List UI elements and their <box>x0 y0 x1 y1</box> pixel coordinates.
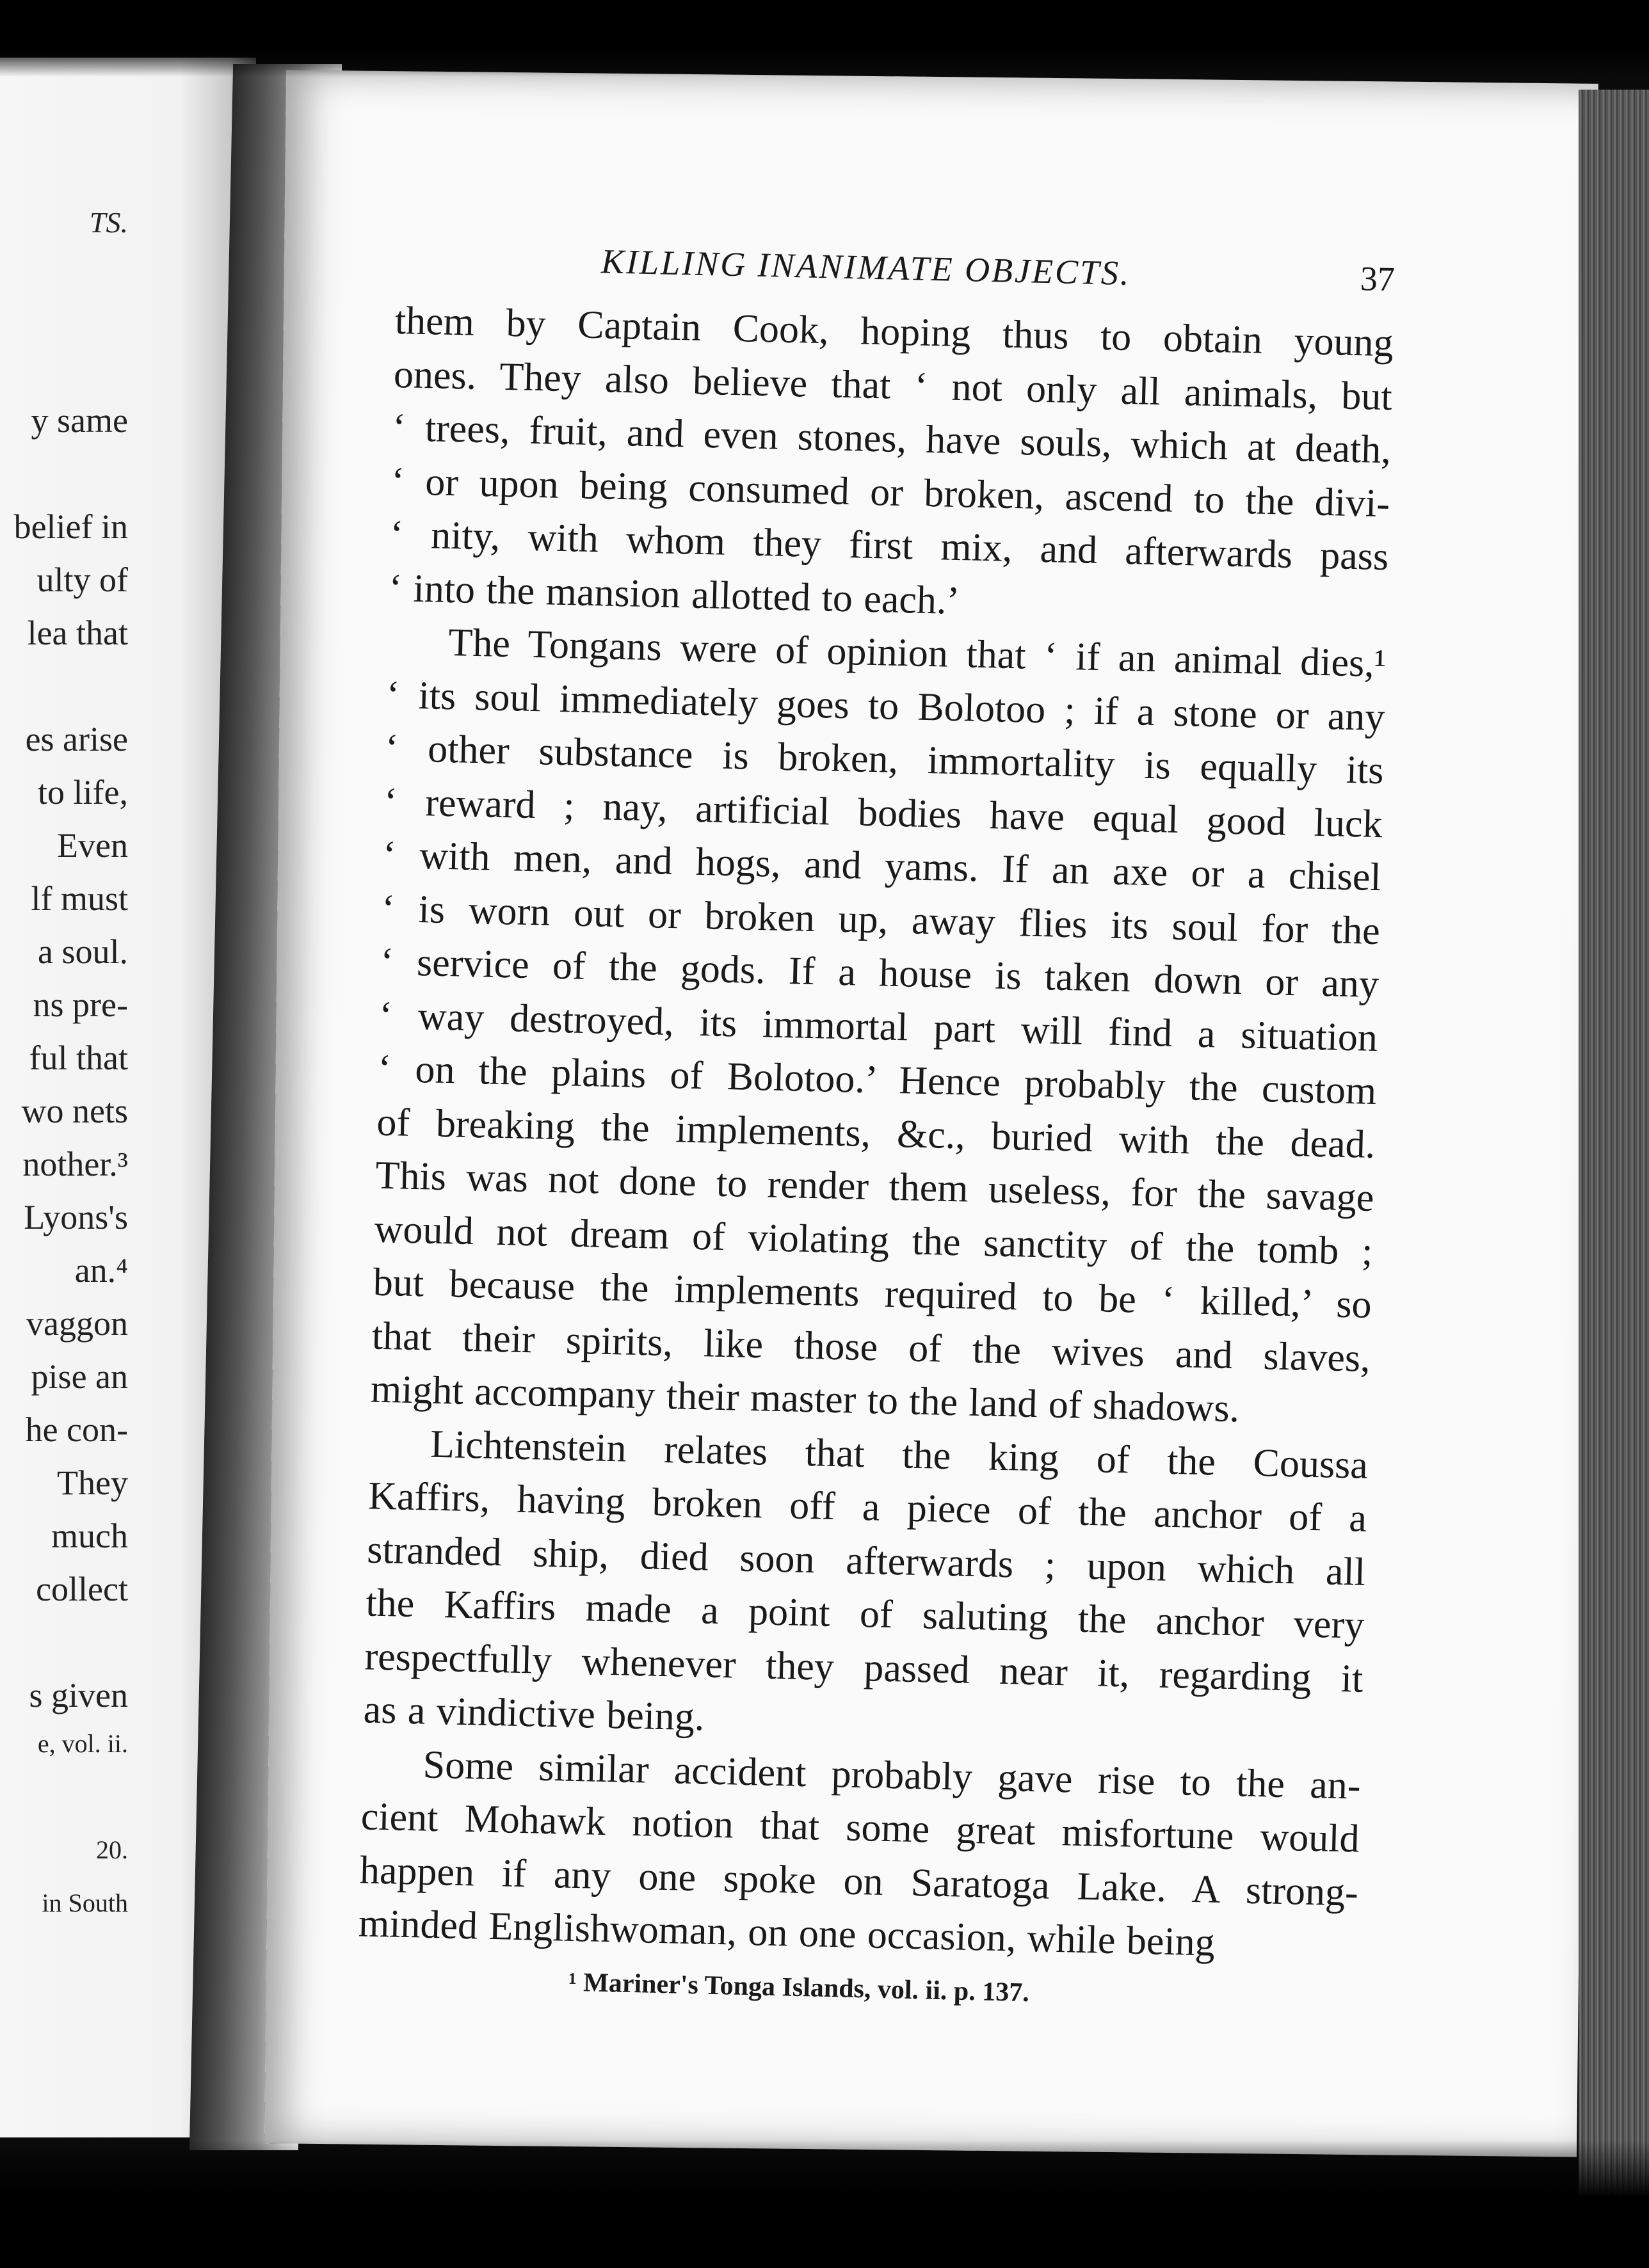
body-text <box>358 294 1394 1973</box>
left-page-running-head: TS. <box>89 206 128 239</box>
left-page-line: es arise <box>25 720 128 758</box>
body-line: them by Captain Cook, hoping thus to obtain young <box>394 298 1394 365</box>
body-line: would not dream of violating the sanctity of the tomb ; <box>374 1207 1374 1274</box>
body-line: ones. They also believe that ‘ not only all animals, but <box>393 352 1393 419</box>
left-page-line: collect <box>36 1570 128 1608</box>
body-line: ‘ service of the gods. If a house is taken down or any <box>380 939 1380 1007</box>
body-line: ‘ nity, with whom they first mix, and afterwards pass <box>389 512 1389 579</box>
body-line: stranded ship, died soon afterwards ; upon which all <box>366 1527 1366 1594</box>
scan-top-border <box>0 0 1649 77</box>
body-line: as a vindictive being. <box>363 1688 705 1739</box>
body-line: that their spirits, like those of the wives and slaves, <box>371 1314 1371 1380</box>
left-page-line: ulty of <box>36 561 128 599</box>
footnote: ¹ Mariner's Tonga Islands, vol. ii. p. 137. <box>568 1967 1030 2008</box>
body-line: ‘ reward ; nay, artificial bodies have equal good luck <box>383 779 1383 846</box>
left-page-line: Lyons's <box>24 1198 128 1236</box>
left-page-line: 20. <box>96 1835 128 1864</box>
left-page-line: e, vol. ii. <box>37 1729 128 1758</box>
left-page-line: ful that <box>29 1039 128 1077</box>
body-line: ‘ trees, fruit, and even stones, have souls, which at death, <box>392 405 1392 472</box>
running-title: KILLING INANIMATE OBJECTS. <box>600 242 1132 293</box>
body-line: minded Englishwoman, on one occasion, while being <box>358 1901 1216 1965</box>
body-line: of breaking the implements, &c., buried with the dead. <box>376 1100 1376 1167</box>
body-line: ‘ into the mansion allotted to each.’ <box>388 566 960 623</box>
left-page-line: ns pre- <box>33 986 128 1024</box>
left-page-line: y same <box>31 401 128 440</box>
left-page-line: belief in <box>13 507 128 546</box>
body-line: Lichtenstein relates that the king of the Coussa <box>430 1422 1369 1487</box>
body-line: ‘ way destroyed, its immortal part will find a situation <box>378 993 1378 1060</box>
body-line: respectfully whenever they passed near it, regarding it <box>364 1634 1364 1701</box>
left-page-line: Even <box>57 826 128 865</box>
body-line: might accompany their master to the land of shadows. <box>370 1367 1240 1431</box>
body-line: ‘ its soul immediately goes to Bolotoo ; if a stone or any <box>385 673 1386 739</box>
body-line: ‘ other substance is broken, immortality is equally its <box>385 726 1385 793</box>
left-page-line: an.⁴ <box>74 1251 128 1290</box>
left-page-line: They <box>57 1464 128 1502</box>
left-page-line: in South <box>42 1889 128 1917</box>
body-line: cient Mohawk notion that some great misfortune would <box>360 1794 1360 1861</box>
scan-bottom-border <box>0 2140 1649 2268</box>
left-page-line: wo nets <box>21 1092 128 1130</box>
page-edge <box>1579 90 1649 2240</box>
body-line: happen if any one spoke on Saratoga Lake. A strong- <box>359 1848 1359 1915</box>
body-line: Kaffirs, having broken off a piece of the anchor of a <box>367 1474 1367 1540</box>
body-line: ‘ or upon being consumed or broken, ascend to the divi- <box>390 459 1390 525</box>
left-page-line: he con- <box>25 1410 128 1449</box>
left-page-line: vaggon <box>26 1304 128 1343</box>
page-number: 37 <box>1360 259 1396 299</box>
body-line: the Kaffirs made a point of saluting the anchor very <box>365 1581 1365 1647</box>
left-page-line: lea that <box>27 614 128 652</box>
left-page-line: lf must <box>31 879 128 918</box>
left-page-line: pise an <box>31 1357 128 1396</box>
body-line: The Tongans were of opinion that ‘ if an animal dies,¹ <box>447 621 1387 686</box>
left-page-line: a soul. <box>38 932 128 971</box>
body-line: ‘ is worn out or broken up, away flies its soul for the <box>381 886 1381 953</box>
body-line: Some similar accident probably gave rise to the an- <box>422 1743 1362 1808</box>
page-text-block <box>357 237 1396 2015</box>
left-page-line: nother.³ <box>22 1145 128 1183</box>
body-line: but because the implements required to be ‘ killed,’ so <box>373 1260 1372 1327</box>
left-page-line: much <box>51 1517 128 1555</box>
left-page-line: s given <box>29 1676 128 1714</box>
body-line: ‘ on the plains of Bolotoo.’ Hence probably the custom <box>377 1046 1377 1114</box>
body-line: This was not done to render them useless, for the savage <box>374 1153 1375 1220</box>
left-page-line: to life, <box>38 773 128 811</box>
body-line: ‘ with men, and hogs, and yams. If an axe or a chisel <box>382 833 1382 900</box>
